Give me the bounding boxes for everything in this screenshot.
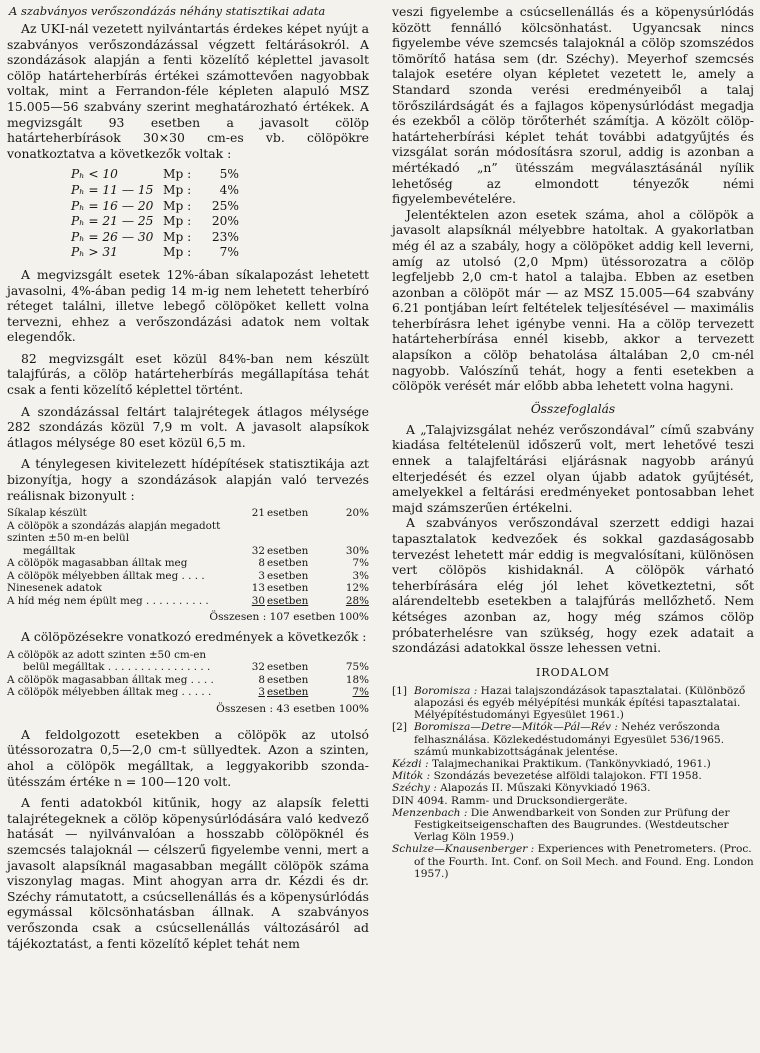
row-count: 8: [258, 557, 265, 570]
table-total: Összesen : 107 esetben 100%: [209, 611, 369, 624]
paragraph: A szabványos verőszondával szerzett eddigi hazai tapasztalatok kedvezőek és sokkal gazdaságosabb tervezést lehetett már eddig is megvalósítani, különösen vert cölöpös kishidaknál. A cölöpök várható teherbírására elég jól lehet következtetni, sőt alárendeltebb esetekben a talajfúrás mellőzhető. Nem kétséges azonban az, hogy még számos cölöp próbaterhelésre van szükség, hogy ezek adatait a szondázási adatokkal össze lehessen vetni.: [392, 515, 754, 656]
row-count: 32: [251, 544, 265, 557]
row-percent: 7%: [352, 557, 369, 570]
row-unit: esetben: [267, 594, 309, 607]
capacity-condition: Pₕ = 21 — 25: [71, 214, 154, 229]
reference-item: [392, 758, 754, 770]
right-column: [392, 4, 754, 880]
row-percent: 7%: [352, 686, 369, 699]
reference-text: Talajmechanikai Praktikum. (Tankönyvkiadó, 1961.): [428, 757, 711, 770]
capacity-distribution-list: [71, 167, 369, 261]
reference-text: DIN 4094. Ramm- und Drucksondiergeräte.: [392, 794, 628, 807]
row-count: 3: [258, 569, 265, 582]
reference-list: [392, 685, 754, 880]
reference-number: [1]: [392, 684, 408, 697]
table-total: Összesen : 43 esetben 100%: [216, 702, 369, 715]
reference-text: Nehéz verőszonda felhasználása. Közlekedéstudományi Egyesület 536/1965. számú munkabizottságának jelentése.: [414, 721, 725, 758]
row-label: A cölöpök magasabban álltak meg: [7, 557, 188, 570]
capacity-unit: Mp :: [163, 167, 192, 182]
row-unit: esetben: [267, 557, 309, 570]
table-row: [7, 520, 369, 558]
row-percent: 75%: [345, 661, 369, 674]
reference-item: [392, 795, 754, 807]
summary-heading: Összefoglalás: [530, 401, 616, 416]
row-unit: esetben: [267, 673, 309, 686]
row-label: Síkalap készült: [7, 507, 87, 520]
reference-author: Kézdi :: [392, 757, 429, 770]
piling-results-table: [7, 649, 369, 699]
reference-author: Mitók :: [392, 770, 431, 783]
capacity-condition: Pₕ = 11 — 15: [71, 182, 154, 197]
reference-item: [392, 770, 754, 782]
row-label: A cölöpök a szondázás alapján megadott szinten ±50 m-en belül: [7, 519, 221, 545]
reference-text: Alapozás II. Műszaki Könyvkiadó 1963.: [436, 782, 651, 795]
reference-item: [392, 721, 754, 758]
reference-author: Boromisza—Detre—Mitók—Pál—Rév :: [414, 721, 618, 734]
reference-author: Menzenbach :: [392, 806, 468, 819]
row-percent: 20%: [345, 507, 369, 520]
reference-author: Boromisza :: [414, 684, 478, 697]
paragraph: 82 megvizsgált eset közül 84%-ban nem készült talajfúrás, a cölöp határteherbírás megállapítása tehát csak a fenti közelítő képlettel történt.: [7, 350, 369, 398]
reference-item: [392, 843, 754, 880]
row-unit: esetben: [267, 582, 309, 595]
capacity-percent: 7%: [219, 245, 239, 260]
capacity-unit: Mp :: [163, 214, 192, 229]
reference-text: Die Anwendbarkeit von Sonden zur Prüfung der Festigkeitseigenschaften des Baugrundes. (Westdeutscher Verlag Köln 1959.): [414, 806, 730, 844]
table-row: [7, 686, 369, 699]
reference-text: Hazai talajszondázások tapasztalatai. (Különböző alapozási és egyéb mélyépítési munkák építési tapasztalatai. Mélyépítéstudományi Egyesület 1961.): [414, 684, 746, 722]
left-column: [7, 4, 369, 951]
row-label-cont: belül megálltak . . . . . . . . . . . . . . . .: [23, 661, 211, 674]
row-unit: esetben: [267, 507, 309, 520]
table-row: [7, 582, 369, 595]
capacity-percent: 4%: [219, 182, 239, 197]
capacity-unit: Mp :: [163, 229, 192, 244]
row-unit: esetben: [267, 569, 309, 582]
row-unit: esetben: [267, 686, 309, 699]
capacity-unit: Mp :: [163, 182, 192, 197]
paragraph: A szondázással feltárt talajrétegek átlagos mélysége 282 szondázás közül 7,9 m volt. A javasolt alapsíkok átlagos mélysége 80 eset közül 6,5 m.: [7, 403, 369, 450]
bridge-statistics-table: [7, 507, 369, 607]
reference-author: Schulze—Knausenberger :: [392, 843, 535, 856]
reference-item: [392, 685, 754, 722]
reference-text: Szondázás bevezetése alföldi talajokon. FTI 1958.: [430, 770, 702, 783]
table-row: [7, 557, 369, 570]
row-count: 21: [251, 507, 265, 520]
paragraph: Jelentéktelen azon esetek száma, ahol a cölöpök a javasolt alapsíknál mélyebbre hatoltak. A gyakorlatban még él az a szabály, hogy a cölöpöket addig kell leverni, amíg az utolsó (2,0 Mpm) ütéssorozatra a cölöp legfeljebb 2,0 cm-t hatol a talajba. Ebben az esetben azonban a cölöpöt már — az MSZ 15.005—64 szabvány 6.21 pontjában leírt feltételek teljesítésével — maximális teherbírásra lehet igénybe venni. Ha a cölöp tervezett határteherbírása ennél kisebb, akkor a tervezett alapsíkon a cölöp behatolása általában 2,0 cm-nél nagyobb. Valószínű tehát, hogy a fenti esetekben a cölöpök verését már előbb abba lehetett volna hagyni.: [392, 206, 754, 394]
reference-item: [392, 807, 754, 844]
paragraph: A feldolgozott esetekben a cölöpök az utolsó ütéssorozatra 0,5—2,0 cm-t süllyedtek. Azon a szinten, ahol a cölöpök megálltak, a leggyakoribb szonda-ütésszám értéke n = 100—120 volt.: [7, 726, 369, 789]
capacity-percent: 23%: [211, 229, 239, 244]
capacity-percent: 25%: [211, 198, 239, 213]
table-row: [7, 507, 369, 520]
row-percent: 30%: [345, 544, 369, 557]
capacity-row: [71, 214, 369, 230]
row-count: 13: [251, 582, 265, 595]
paragraph: A cölöpözésekre vonatkozó eredmények a következők :: [21, 629, 367, 645]
paragraph: A fenti adatokból kitűnik, hogy az alapsík feletti talajrétegeknek a cölöp köpenysúrlódására való kedvező hatását — nyilvánvalóan a hosszabb cölöpöknél és szemcsés talajoknál — célszerű figyelembe venni, mert a javasolt alapsíknál magasabban megállt cölöpök száma viszonylag magas. Mint ahogyan arra dr. Kézdi és dr. Széchy rámutatott, a csúcsellenállás és a köpenysúrlódás egymással kölcsönhatásban állnak. A szabványos verőszonda csak a csúcsellenállás változásáról ad tájékoztatást, a fenti közelítő képlet tehát nem: [7, 795, 369, 951]
paragraph: veszi figyelembe a csúcsellenállás és a köpenysúrlódás között fennálló kölcsönhatást. Ugyancsak nincs figyelembe véve szemcsés talajoknál a cölöp szomszédos tömörítő hatása sem (dr. Széchy). Meyerhof szemcsés talajok esetére olyan képletet vezetett le, amely a Standard szonda verési eredményeiből a talaj törőszilárdságát és a fajlagos köpenysúrlódást megadja és ezekből a cölöp törőterhét számítja. A közölt cölöp-határteherbírási képlet tehát további adatgyűjtés és vizsgálat során módosításra szorul, addig is azonban a mértékadó „n” ütésszám megválasztásánál nyílik lehetőség az elmondott tényezők némi figyelembevételére.: [392, 4, 754, 207]
row-count: 32: [251, 661, 265, 674]
reference-item: [392, 782, 754, 794]
reference-author: Széchy :: [392, 782, 437, 795]
paragraph: A megvizsgált esetek 12%-ában síkalapozást lehetett javasolni, 4%-ában pedig 14 m-ig nem lehetett teherbíró réteget találni, illetve lebegő cölöpöket kellett volna tervezni, ehhez a verőszondázási adatok nem voltak elegendők.: [7, 266, 369, 345]
row-label: A cölöpök mélyebben álltak meg . . . . .: [7, 686, 212, 699]
capacity-row: [71, 199, 369, 215]
table-row: [7, 595, 369, 608]
capacity-condition: Pₕ > 31: [71, 245, 118, 260]
row-percent: 12%: [345, 582, 369, 595]
row-unit: esetben: [267, 544, 309, 557]
row-label: A cölöpök az adott szinten ±50 cm-en: [7, 648, 207, 661]
capacity-row: [71, 183, 369, 199]
section-title: A szabványos verőszondázás néhány statisztikai adata: [9, 4, 326, 18]
row-unit: esetben: [267, 661, 309, 674]
capacity-percent: 20%: [211, 214, 239, 229]
row-label: A cölöpök mélyebben álltak meg . . . .: [7, 569, 205, 582]
capacity-condition: Pₕ < 10: [71, 167, 118, 182]
row-label: Ninesenek adatok: [7, 582, 102, 595]
table-row: [7, 570, 369, 583]
capacity-unit: Mp :: [163, 245, 192, 260]
row-label: A cölöpök magasabban álltak meg . . . .: [7, 673, 214, 686]
reference-text: Experiences with Penetrometers. (Proc. of the Fourth. Int. Conf. on Soil Mech. and Found. Eng. London 1957.): [414, 843, 754, 880]
row-label: A híd még nem épült meg . . . . . . . . . .: [7, 594, 209, 607]
row-count: 8: [258, 673, 265, 686]
references-heading: IRODALOM: [536, 665, 610, 679]
paragraph: Az UKI-nál vezetett nyilvántartás érdekes képet nyújt a szabványos verőszondázással végzett feltárásokról. A szondázások alapján a fenti közelítő képlettel javasolt cölöp határteherbírás értékei számottevően nagyobbak voltak, mint a Ferrandon-féle képleten alapuló MSZ 15.005—56 szabvány szerint meghatározható értékek. A megvizsgált 93 esetben a javasolt cölöp határteherbírások 30×30 cm-es vb. cölöpökre vonatkoztatva a következők voltak :: [7, 21, 369, 161]
paragraph: A ténylegesen kivitelezett hídépítések statisztikája azt bizonyítja, hogy a szondázások alapján való tervezés reálisnak bizonyult :: [7, 456, 369, 503]
row-count: 30: [251, 594, 265, 607]
capacity-percent: 5%: [219, 167, 239, 182]
capacity-condition: Pₕ = 26 — 30: [71, 229, 154, 244]
row-percent: 28%: [345, 594, 369, 607]
row-percent: 3%: [352, 569, 369, 582]
capacity-row: [71, 230, 369, 246]
row-percent: 18%: [345, 673, 369, 686]
row-count: 3: [258, 686, 265, 699]
capacity-row: [71, 245, 369, 261]
reference-number: [2]: [392, 721, 408, 734]
table-row: [7, 674, 369, 687]
table-row: [7, 649, 369, 674]
capacity-row: [71, 167, 369, 183]
row-label-cont: megálltak: [23, 544, 76, 557]
capacity-condition: Pₕ = 16 — 20: [71, 198, 154, 213]
capacity-unit: Mp :: [163, 198, 192, 213]
paragraph: A „Talajvizsgálat nehéz verőszondával” című szabvány kiadása feltételenül időszerű volt, mert lehetővé teszi ennek a talajfeltárási eljárásnak nagyobb arányú elterjedését és ezzel olyan újabb adatok gyűjtését, amelyekkel a feltárási eredményeket pontosabban lehet majd számszerűen értékelni.: [392, 421, 754, 515]
